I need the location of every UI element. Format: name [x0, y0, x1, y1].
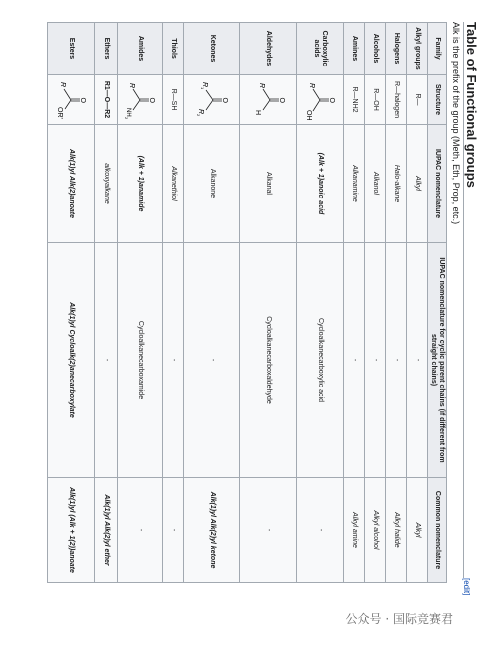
family-cell: Alkyl groups — [406, 23, 427, 75]
aldehyde-structure — [240, 75, 296, 125]
common-cell: Alkyl halide — [385, 478, 406, 583]
structure-cell: R— — [406, 75, 427, 125]
table-row — [240, 23, 296, 583]
family-cell: Aldehydes — [240, 23, 296, 75]
iupac-cell: (Alk + 1)anoic acid — [296, 125, 343, 243]
common-cell: Alk(1)yl (Alk + 1(2))anoate — [48, 478, 95, 583]
iupac-cell: Halo-alkane — [385, 125, 406, 243]
svg-text:R: R — [59, 81, 66, 87]
cyclic-cell: Cycloalkanecarboxylic acid — [296, 243, 343, 478]
cyclic-cell: - — [343, 243, 364, 478]
common-cell: Alkyl amine — [343, 478, 364, 583]
page-subtitle: Alk is the prefix of the group (Meth, Eth, Prop, etc.) — [451, 22, 461, 225]
cyclic-cell: - — [406, 243, 427, 478]
structure-cell: R—SH — [162, 75, 183, 125]
svg-text:R: R — [196, 108, 204, 114]
common-cell: Alkyl alcohol — [364, 478, 385, 583]
svg-text:R: R — [258, 82, 265, 88]
common-cell: - — [240, 478, 296, 583]
iupac-cell: Alkanal — [240, 125, 296, 243]
structure-cell: R—NH2 — [343, 75, 364, 125]
svg-text:O: O — [148, 97, 156, 103]
iupac-cell: Alkanol — [364, 125, 385, 243]
common-cell: Alk(1)yl Alk(2)yl ketone — [184, 478, 240, 583]
common-cell: - — [296, 478, 343, 583]
svg-text:O: O — [278, 97, 285, 103]
header-family: Family — [427, 23, 446, 75]
svg-text:R: R — [128, 82, 136, 88]
svg-text:R: R — [200, 81, 208, 87]
iupac-cell: alkoxyalkane — [95, 125, 118, 243]
table-row — [118, 23, 163, 583]
iupac-cell: Alk(1)yl Alk(2)anoate — [48, 125, 95, 243]
svg-text:H: H — [254, 109, 261, 115]
cyclic-cell: - — [95, 243, 118, 478]
table-row — [406, 23, 427, 583]
family-cell: Halogens — [385, 23, 406, 75]
header-cyclic: IUPAC nomenclature for cyclic parent chains (if different from straight chains) — [427, 243, 446, 478]
svg-text:2: 2 — [124, 116, 130, 119]
common-cell: Alkyl — [406, 478, 427, 583]
structure-cell: R1—O—R2 — [95, 75, 118, 125]
cyclic-cell: - — [385, 243, 406, 478]
svg-text:OH: OH — [304, 109, 312, 120]
family-cell: Carboxylic acids — [296, 23, 343, 75]
common-cell: - — [162, 478, 183, 583]
ketone-structure — [184, 75, 240, 125]
functional-groups-table — [47, 22, 447, 583]
family-cell: Esters — [48, 23, 95, 75]
table-row — [364, 23, 385, 583]
table-row — [48, 23, 95, 583]
table-row — [184, 23, 240, 583]
table-row — [385, 23, 406, 583]
family-cell: Ketones — [184, 23, 240, 75]
svg-text:R: R — [307, 82, 315, 88]
structure-cell: R—OH — [364, 75, 385, 125]
cyclic-cell: Alk(1)yl Cycloalk(2)anecarboxylate — [48, 243, 95, 478]
header-iupac: IUPAC nomenclature — [427, 125, 446, 243]
carboxylic-acid-structure-drawing — [304, 80, 336, 120]
iupac-cell: Alkyl — [406, 125, 427, 243]
iupac-cell: Alkanone — [184, 125, 240, 243]
structure-cell: R—halogen — [385, 75, 406, 125]
table-row — [95, 23, 118, 583]
cyclic-cell: - — [162, 243, 183, 478]
ester-structure — [48, 75, 95, 125]
svg-text:O: O — [327, 97, 335, 103]
family-cell: Alcohols — [364, 23, 385, 75]
carboxylic-acid-structure — [296, 75, 343, 125]
svg-text:NH: NH — [125, 107, 132, 117]
cyclic-cell: - — [184, 243, 240, 478]
table-row — [162, 23, 183, 583]
family-cell: Amines — [343, 23, 364, 75]
iupac-cell: Alkanamine — [343, 125, 364, 243]
edit-link[interactable]: [edit] — [462, 578, 471, 596]
page-title: Table of Functional groups — [464, 22, 479, 188]
family-cell: Amides — [118, 23, 163, 75]
iupac-cell: Alkanethiol — [162, 125, 183, 243]
table-row — [343, 23, 364, 583]
cyclic-cell: Cycloalkanecarboxamide — [118, 243, 163, 478]
svg-text:O: O — [79, 97, 86, 103]
common-cell: Alk(1)yl Alk(2)yl ether — [95, 478, 118, 583]
table-row — [296, 23, 343, 583]
svg-text:O: O — [220, 97, 228, 103]
ester-structure-drawing — [55, 80, 87, 120]
ketone-structure-drawing — [195, 80, 229, 120]
table-header-row — [427, 23, 446, 583]
cyclic-cell: - — [364, 243, 385, 478]
common-cell: - — [118, 478, 163, 583]
iupac-cell: (Alk + 1)anamide — [118, 125, 163, 243]
header-common: Common nomenclature — [427, 478, 446, 583]
svg-text:2: 2 — [195, 113, 201, 116]
amide-structure — [118, 75, 163, 125]
header-structure: Structure — [427, 75, 446, 125]
amide-structure-drawing — [124, 80, 156, 120]
title-divider — [463, 22, 464, 578]
watermark: 公众号 · 国际竞赛君 — [345, 612, 453, 626]
svg-text:OR': OR' — [56, 106, 63, 119]
family-cell: Ethers — [95, 23, 118, 75]
family-cell: Thiols — [162, 23, 183, 75]
svg-text:1: 1 — [199, 86, 205, 89]
aldehyde-structure-drawing — [250, 80, 286, 120]
cyclic-cell: Cycloalkanecarboxaldehyde — [240, 243, 296, 478]
